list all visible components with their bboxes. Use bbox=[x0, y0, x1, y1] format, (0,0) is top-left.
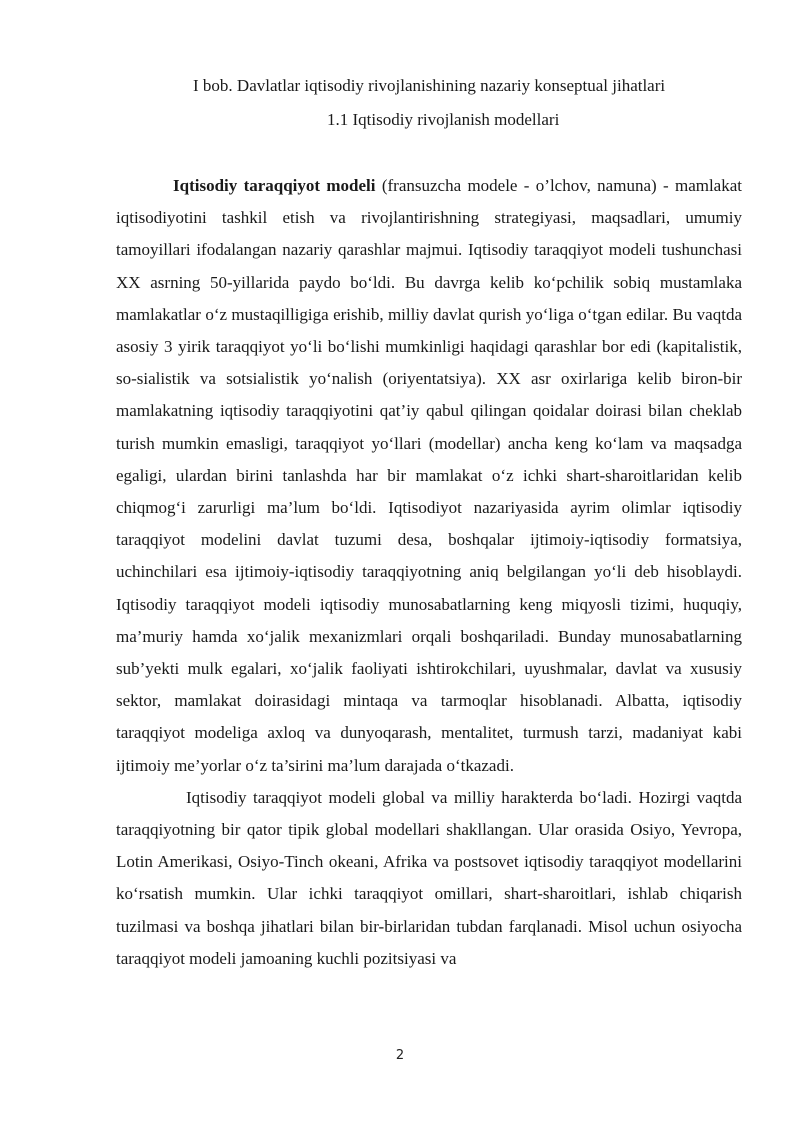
term-bold: Iqtisodiy taraqqiyot modeli bbox=[173, 176, 376, 195]
page-number: 2 bbox=[395, 1048, 405, 1063]
paragraph-1-text: (fransuzcha modele - o’lchov, namuna) - mamlakat iqtisodiyotini tashkil etish va rivojlantirishning strategiyasi, maqsadlari, umumiy tamoyillari ifodalangan nazariy qarashlar majmui. Iqtisodiy taraqqiyot modeli tushunchasi XX asrning 50-yillarida paydo bo‘ldi. Bu davrga kelib ko‘pchilik sobiq mustamlaka mamlakatlar o‘z mustaqilligiga erishib, milliy davlat qurish yo‘liga o‘tgan edilar. Bu vaqtda asosiy 3 yirik taraqqiyot yo‘li bo‘lishi mumkinligi haqidagi qarashlar bor edi (kapitalistik, so-sialistik va sotsialistik yo‘nalish (oriyentatsiya). XX asr oxirlariga kelib biron-bir mamlakatning iqtisodiy taraqqiyotini qat’iy qabul qilingan qoidalar doirasi bilan cheklab turish mumkin emasligi, taraqqiyot yo‘llari (modellar) ancha keng ko‘lam va maqsadga egaligi, ulardan birini tanlashda har bir mamlakat o‘z ichki shart-sharoitlaridan kelib chiqmog‘i zarurligi ma’lum bo‘ldi. Iqtisodiyot nazariyasida ayrim olimlar iqtisodiy taraqqiyot modelini davlat tuzumi desa, boshqalar ijtimoiy-iqtisodiy formatsiya, uchinchilari esa ijtimoiy-iqtisodiy taraqqiyotning aniq belgilangan yo‘li deb hisoblaydi. Iqtisodiy taraqqiyot modeli iqtisodiy munosabatlarning keng miqyosli tizimi, huquqiy, ma’muriy hamda xo‘jalik mexanizmlari orqali boshqariladi. Bunday munosabatlarning sub’yekti mulk egalari, xo‘jalik faoliyati ishtirokchilari, uyushmalar, davlat va xususiy sektor, mamlakat doirasidagi mintaqa va tarmoqlar hisoblanadi. Albatta, iqtisodiy taraqqiyot modeliga axloq va dunyoqarash, mentalitet, turmush tarzi, madaniyat kabi ijtimoiy me’yorlar o‘z ta’sirini ma’lum darajada o‘tkazadi. bbox=[116, 176, 742, 775]
paragraph-1 bbox=[116, 170, 742, 782]
paragraph-2: Iqtisodiy taraqqiyot modeli global va milliy harakterda bo‘ladi. Hozirgi vaqtda taraqqiyotning bir qator tipik global modellari shakllangan. Ular orasida Osiyo, Yevropa, Lotin Amerikasi, Osiyo-Tinch okeani, Afrika va postsovet iqtisodiy taraqqiyot modellarini ko‘rsatish mumkin. Ular ichki taraqqiyot omillari, shart-sharoitlari, ishlab chiqarish tuzilmasi va boshqa jihatlari bilan bir-birlaridan tubdan farqlanadi. Misol uchun osiyocha taraqqiyot modeli jamoaning kuchli pozitsiyasi va bbox=[116, 787, 742, 968]
body-text bbox=[116, 170, 742, 975]
section-title: 1.1 Iqtisodiy rivojlanish modellari bbox=[327, 110, 560, 129]
chapter-title: I bob. Davlatlar iqtisodiy rivojlanishining nazariy konseptual jihatlari bbox=[193, 76, 666, 95]
